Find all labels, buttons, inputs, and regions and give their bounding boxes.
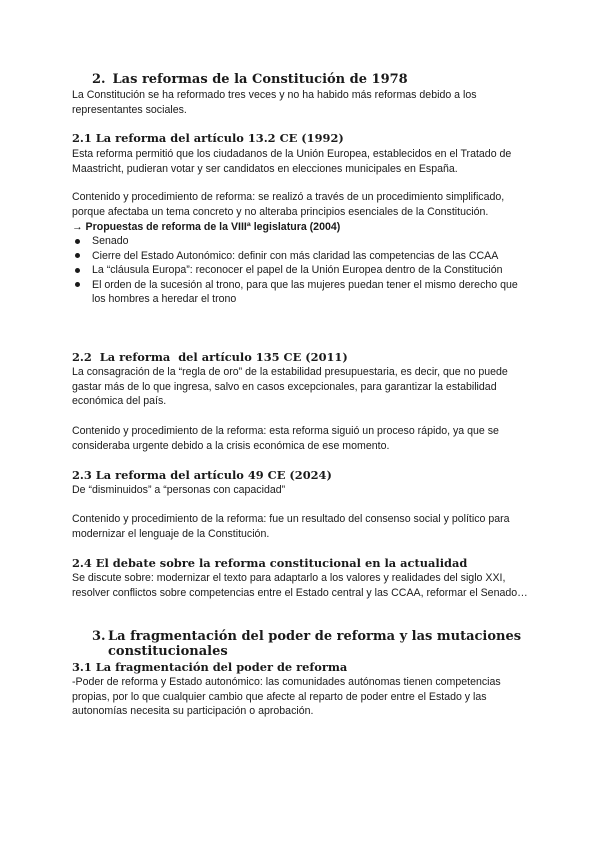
subsection-2-3-paragraph-1: De “disminuidos” a “personas con capacidad” [72,484,286,496]
list-item: El orden de la sucesión al trono, para que las mujeres puedan tener el mismo derecho que los hombres a heredar el trono [72,278,532,307]
subsection-2-4-heading: 2.4 El debate sobre la reforma constitucional en la actualidad [72,556,468,570]
section-2-intro: La Constitución se ha reformado tres veces y no ha habido más reformas debido a los representantes sociales. [72,89,477,116]
bullet-icon [75,268,80,273]
section-3-number: 3. [92,629,106,644]
list-item: La “cláusula Europa”: reconocer el papel de la Unión Europea dentro de la Constitución [72,263,532,278]
proposals-heading: → Propuestas de reforma de la VIIIª legislatura (2004) [72,221,341,233]
subsection-2-1-paragraph-1: Esta reforma permitió que los ciudadanos de la Unión Europea, establecidos en el Tratado de Maastricht, pudieran votar y ser candidatos en elecciones municipales en España. [72,148,512,175]
subsection-2-1-heading: 2.1 La reforma del artículo 13.2 CE (1992) [72,131,344,145]
subsection-2-2-heading: 2.2 La reforma del artículo 135 CE (2011) [72,350,348,364]
bullet-icon [75,239,80,244]
bullet-icon [75,253,80,258]
subsection-2-1-paragraph-2: Contenido y procedimiento de reforma: se realizó a través de un procedimiento simplificado, porque afectaba un tema concreto y no alteraba principios esenciales de la Constitución. [72,191,505,218]
subsection-2-4-paragraph-1: Se discute sobre: modernizar el texto para adaptarlo a los valores y realidades del siglo XXI, resolver conflictos sobre competencias entre el Estado central y las CCAA, reformar el Senado… [72,572,528,599]
list-item: Senado [72,234,532,249]
subsection-2-3-paragraph-2: Contenido y procedimiento de la reforma: fue un resultado del consenso social y político para modernizar el lenguaje de la Constitución. [72,513,510,540]
section-3-title-line-2: constitucionales [108,644,228,659]
subsection-2-2-paragraph-1: La consagración de la “regla de oro” de la estabilidad presupuestaria, es decir, que no puede gastar más de lo que ingresa, salvo en casos excepcionales, para garantizar la estabilidad económica del país. [72,366,508,408]
section-2-number: 2. [92,72,106,87]
subsection-2-2-paragraph-2: Contenido y procedimiento de la reforma: esta reforma siguió un proceso rápido, ya que se consideraba urgente debido a la crisis económica de ese momento. [72,425,499,452]
section-3-title-line-1: La fragmentación del poder de reforma y las mutaciones [108,629,522,644]
proposals-list [72,234,532,307]
subsection-2-3-heading: 2.3 La reforma del artículo 49 CE (2024) [72,468,332,482]
bullet-icon [75,282,80,287]
subsection-3-1-heading: 3.1 La fragmentación del poder de reforma [72,660,348,674]
subsection-3-1-paragraph-1: -Poder de reforma y Estado autonómico: las comunidades autónomas tienen competencias propias, por lo que cualquier cambio que afecte al reparto de poder entre el Estado y las autonomías necesita su participación o aprobación. [72,676,501,718]
section-2-title: Las reformas de la Constitución de 1978 [112,72,408,87]
section-3-heading [92,629,532,659]
section-2-heading [92,72,408,87]
list-item: Cierre del Estado Autonómico: definir con más claridad las competencias de las CCAA [72,249,532,264]
